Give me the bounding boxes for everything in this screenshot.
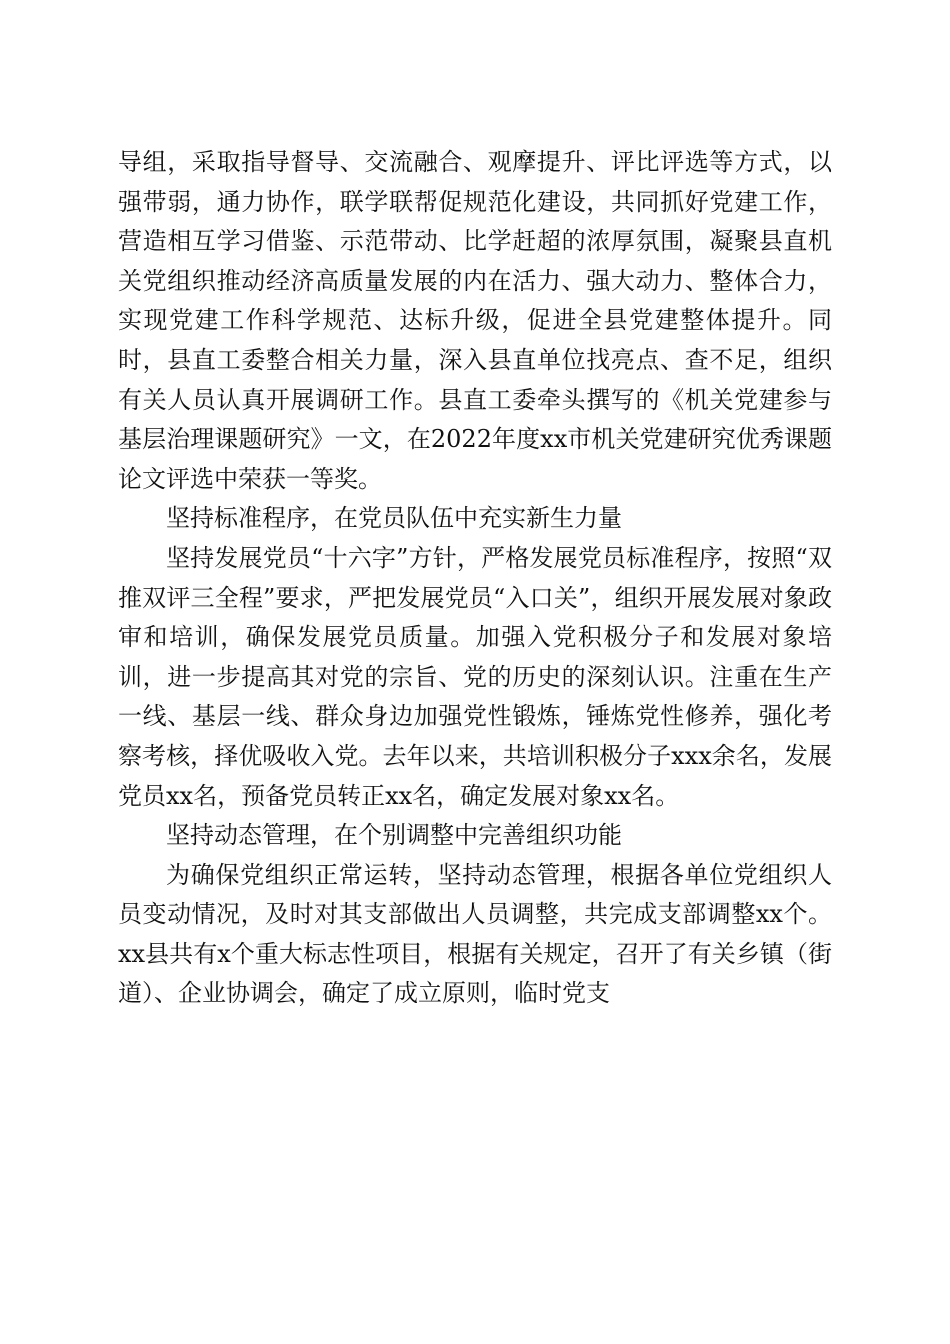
body-paragraph-2: 坚持发展党员“十六字”方针，严格发展党员标准程序，按照“双推双评三全程”要求，严把发展党员“入口关”，组织开展发展对象政审和培训，确保发展党员质量。加强入党积极分子和发展对象培训，进一步提高其对党的宗旨、党的历史的深刻认识。注重在生产一线、基层一线、群众身边加强党性锻炼，锤炼党性修养，强化考察考核，择优吸收入党。去年以来，共培训积极分子xxx余名，发展党员xx名，预备党员转正xx名，确定发展对象xx名。	[118, 543, 832, 810]
section-heading-standard-procedure: 坚持标准程序，在党员队伍中充实新生力量	[166, 504, 622, 533]
section-heading-dynamic-management: 坚持动态管理，在个别调整中完善组织功能	[166, 821, 622, 850]
body-paragraph-3: 为确保党组织正常运转，坚持动态管理，根据各单位党组织人员变动情况，及时对其支部做出人员调整，共完成支部调整xx个。xx县共有x个重大标志性项目，根据有关规定，召开了有关乡镇（街道）、企业协调会，确定了成立原则，临时党支	[118, 860, 832, 1008]
document-body	[118, 143, 832, 1014]
body-paragraph-1: 导组，采取指导督导、交流融合、观摩提升、评比评选等方式，以强带弱，通力协作，联学联帮促规范化建设，共同抓好党建工作，营造相互学习借鉴、示范带动、比学赶超的浓厚氛围，凝聚县直机关党组织推动经济高质量发展的内在活力、强大动力、整体合力，实现党建工作科学规范、达标升级，促进全县党建整体提升。同时，县直工委整合相关力量，深入县直单位找亮点、查不足，组织有关人员认真开展调研工作。县直工委牵头撰写的《机关党建参与基层治理课题研究》一文，在2022年度xx市机关党建研究优秀课题论文评选中荣获一等奖。	[118, 148, 832, 493]
